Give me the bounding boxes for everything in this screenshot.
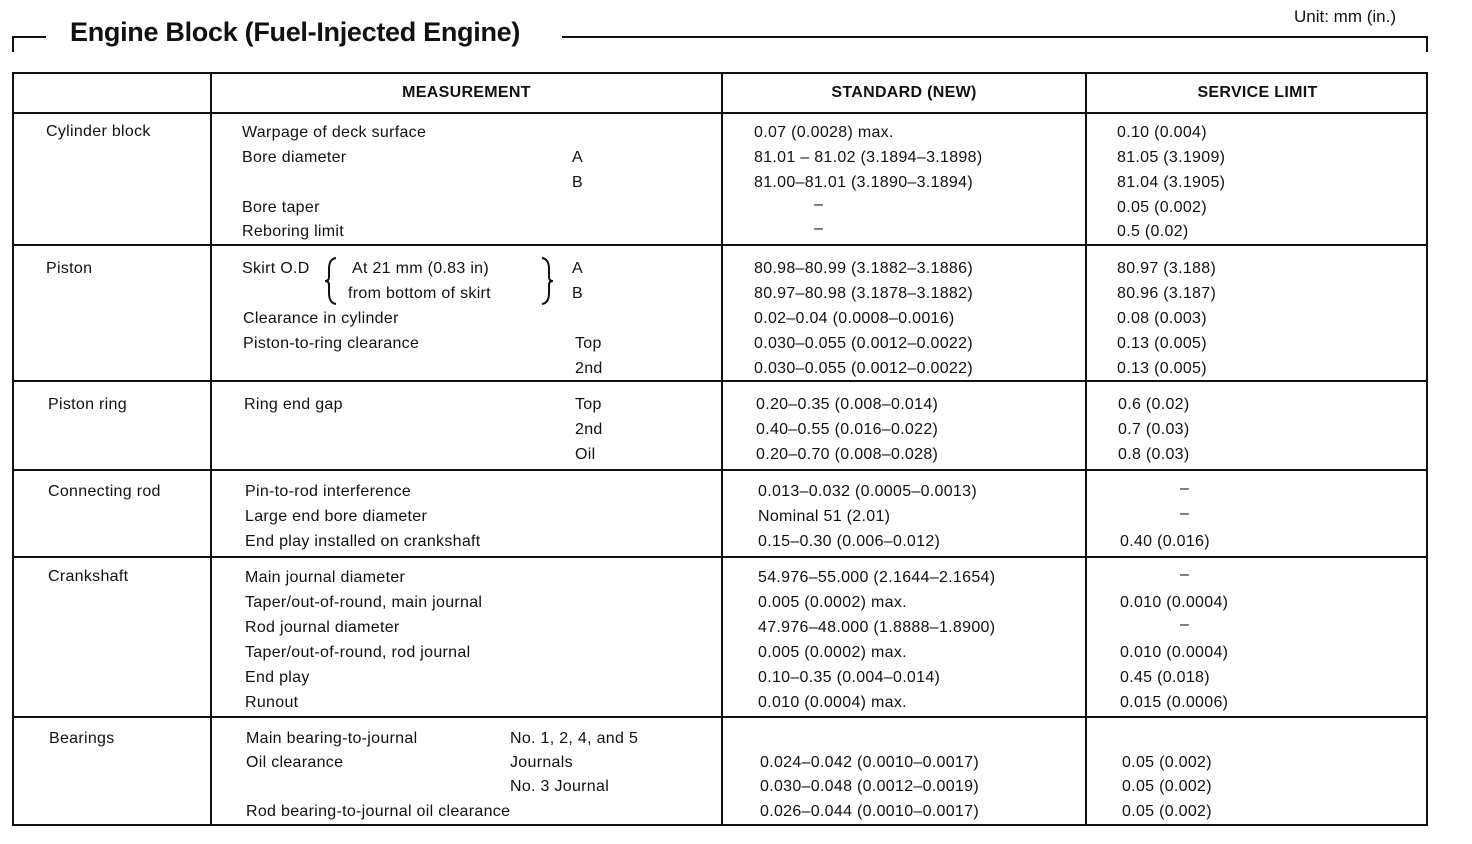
qualifier-cell: No. 1, 2, 4, and 5 <box>510 730 639 747</box>
limit-cell: 0.7 (0.03) <box>1118 421 1190 438</box>
title-rule-right-tick <box>1426 36 1428 52</box>
qualifier-cell: B <box>572 285 583 302</box>
limit-cell: 0.8 (0.03) <box>1118 446 1190 463</box>
column-header-standard: STANDARD (NEW) <box>831 84 977 101</box>
qualifier-cell: A <box>572 260 583 277</box>
row-divider <box>14 469 1426 471</box>
spec-table <box>12 72 1428 826</box>
standard-cell: 0.07 (0.0028) max. <box>754 124 894 141</box>
skirt-note-line-1: At 21 mm (0.83 in) <box>352 260 490 277</box>
measurement-cell: Rod journal diameter <box>245 619 400 636</box>
measurement-cell: End play installed on crankshaft <box>245 533 481 550</box>
standard-cell: 54.976–55.000 (2.1644–2.1654) <box>758 569 996 586</box>
limit-cell: 0.05 (0.002) <box>1122 803 1212 820</box>
standard-cell: 0.40–0.55 (0.016–0.022) <box>756 421 939 438</box>
qualifier-cell: A <box>572 149 583 166</box>
qualifier-cell: Top <box>575 335 602 352</box>
limit-cell: 0.05 (0.002) <box>1122 778 1212 795</box>
standard-cell: 80.97–80.98 (3.1878–3.1882) <box>754 285 973 302</box>
standard-cell: 0.20–0.35 (0.008–0.014) <box>756 396 939 413</box>
right-brace-icon <box>540 257 554 305</box>
limit-cell: 0.05 (0.002) <box>1117 199 1207 216</box>
column-header-measurement: MEASUREMENT <box>402 84 531 101</box>
measurement-cell: Clearance in cylinder <box>243 310 399 327</box>
standard-cell: 81.00–81.01 (3.1890–3.1894) <box>754 174 973 191</box>
title-rule-right <box>562 36 1428 38</box>
measurement-cell: Runout <box>245 694 299 711</box>
column-header-service-limit: SERVICE LIMIT <box>1197 84 1318 101</box>
measurement-cell: End play <box>245 669 310 686</box>
measurement-cell: Main bearing-to-journal <box>246 730 418 747</box>
standard-cell: 80.98–80.99 (3.1882–3.1886) <box>754 260 973 277</box>
column-divider <box>1085 74 1087 824</box>
document-title: Engine Block (Fuel-Injected Engine) <box>68 14 526 50</box>
category-bearings: Bearings <box>49 730 115 747</box>
qualifier-cell: No. 3 Journal <box>510 778 610 795</box>
limit-cell: 0.13 (0.005) <box>1117 360 1207 377</box>
limit-cell: 80.96 (3.187) <box>1117 285 1217 302</box>
standard-cell: 47.976–48.000 (1.8888–1.8900) <box>758 619 996 636</box>
qualifier-cell: Top <box>575 396 602 413</box>
limit-cell: 81.04 (3.1905) <box>1117 174 1226 191</box>
limit-cell: – <box>1180 480 1190 497</box>
measurement-cell: Skirt O.D <box>242 260 310 277</box>
standard-cell: 0.013–0.032 (0.0005–0.0013) <box>758 483 977 500</box>
limit-cell: 0.10 (0.004) <box>1117 124 1207 141</box>
measurement-cell: Main journal diameter <box>245 569 406 586</box>
qualifier-cell: 2nd <box>575 360 603 377</box>
title-rule-left-tick <box>12 36 14 52</box>
standard-cell: – <box>814 196 824 213</box>
standard-cell: 0.02–0.04 (0.0008–0.0016) <box>754 310 955 327</box>
row-divider <box>14 380 1426 382</box>
limit-cell: 80.97 (3.188) <box>1117 260 1217 277</box>
standard-cell: 81.01 – 81.02 (3.1894–3.1898) <box>754 149 983 166</box>
standard-cell: 0.15–0.30 (0.006–0.012) <box>758 533 941 550</box>
limit-cell: 0.13 (0.005) <box>1117 335 1207 352</box>
standard-cell: 0.030–0.055 (0.0012–0.0022) <box>754 335 973 352</box>
standard-cell: 0.030–0.048 (0.0012–0.0019) <box>760 778 979 795</box>
qualifier-cell: Journals <box>510 754 573 771</box>
standard-cell: Nominal 51 (2.01) <box>758 508 891 525</box>
measurement-cell: Piston-to-ring clearance <box>243 335 420 352</box>
measurement-cell: Bore diameter <box>242 149 347 166</box>
unit-label: Unit: mm (in.) <box>1294 7 1396 26</box>
limit-cell: – <box>1180 616 1190 633</box>
limit-cell: 0.010 (0.0004) <box>1120 644 1229 661</box>
limit-cell: 0.40 (0.016) <box>1120 533 1210 550</box>
measurement-cell: Taper/out-of-round, rod journal <box>245 644 471 661</box>
limit-cell: 0.45 (0.018) <box>1120 669 1210 686</box>
limit-cell: – <box>1180 505 1190 522</box>
measurement-cell: Taper/out-of-round, main journal <box>245 594 483 611</box>
limit-cell: 0.05 (0.002) <box>1122 754 1212 771</box>
category-connecting-rod: Connecting rod <box>48 483 161 500</box>
row-divider <box>14 556 1426 558</box>
standard-cell: 0.030–0.055 (0.0012–0.0022) <box>754 360 973 377</box>
limit-cell: 0.5 (0.02) <box>1117 223 1189 240</box>
standard-cell: 0.20–0.70 (0.008–0.028) <box>756 446 939 463</box>
category-piston: Piston <box>46 260 93 277</box>
measurement-cell: Pin-to-rod interference <box>245 483 412 500</box>
category-crankshaft: Crankshaft <box>48 568 129 585</box>
row-divider <box>14 244 1426 246</box>
left-brace-icon <box>324 257 338 305</box>
limit-cell: 0.015 (0.0006) <box>1120 694 1229 711</box>
standard-cell: 0.005 (0.0002) max. <box>758 594 907 611</box>
measurement-cell: Ring end gap <box>244 396 343 413</box>
qualifier-cell: Oil <box>575 446 596 463</box>
title-rule-left <box>12 36 46 38</box>
skirt-note-line-2: from bottom of skirt <box>348 285 491 302</box>
measurement-cell: Warpage of deck surface <box>242 124 427 141</box>
qualifier-cell: B <box>572 174 583 191</box>
row-divider <box>14 716 1426 718</box>
limit-cell: – <box>1180 566 1190 583</box>
qualifier-cell: 2nd <box>575 421 603 438</box>
standard-cell: – <box>814 220 824 237</box>
column-divider <box>721 74 723 824</box>
measurement-cell: Large end bore diameter <box>245 508 428 525</box>
limit-cell: 0.6 (0.02) <box>1118 396 1190 413</box>
measurement-cell: Rod bearing-to-journal oil clearance <box>246 803 511 820</box>
standard-cell: 0.026–0.044 (0.0010–0.0017) <box>760 803 979 820</box>
measurement-cell: Reboring limit <box>242 223 345 240</box>
measurement-cell: Bore taper <box>242 199 320 216</box>
standard-cell: 0.10–0.35 (0.004–0.014) <box>758 669 941 686</box>
column-divider <box>210 74 212 824</box>
standard-cell: 0.010 (0.0004) max. <box>758 694 907 711</box>
measurement-cell: Oil clearance <box>246 754 344 771</box>
limit-cell: 0.010 (0.0004) <box>1120 594 1229 611</box>
limit-cell: 81.05 (3.1909) <box>1117 149 1226 166</box>
category-cylinder-block: Cylinder block <box>46 123 151 140</box>
row-divider <box>14 112 1426 114</box>
standard-cell: 0.024–0.042 (0.0010–0.0017) <box>760 754 979 771</box>
category-piston-ring: Piston ring <box>48 396 127 413</box>
limit-cell: 0.08 (0.003) <box>1117 310 1207 327</box>
standard-cell: 0.005 (0.0002) max. <box>758 644 907 661</box>
